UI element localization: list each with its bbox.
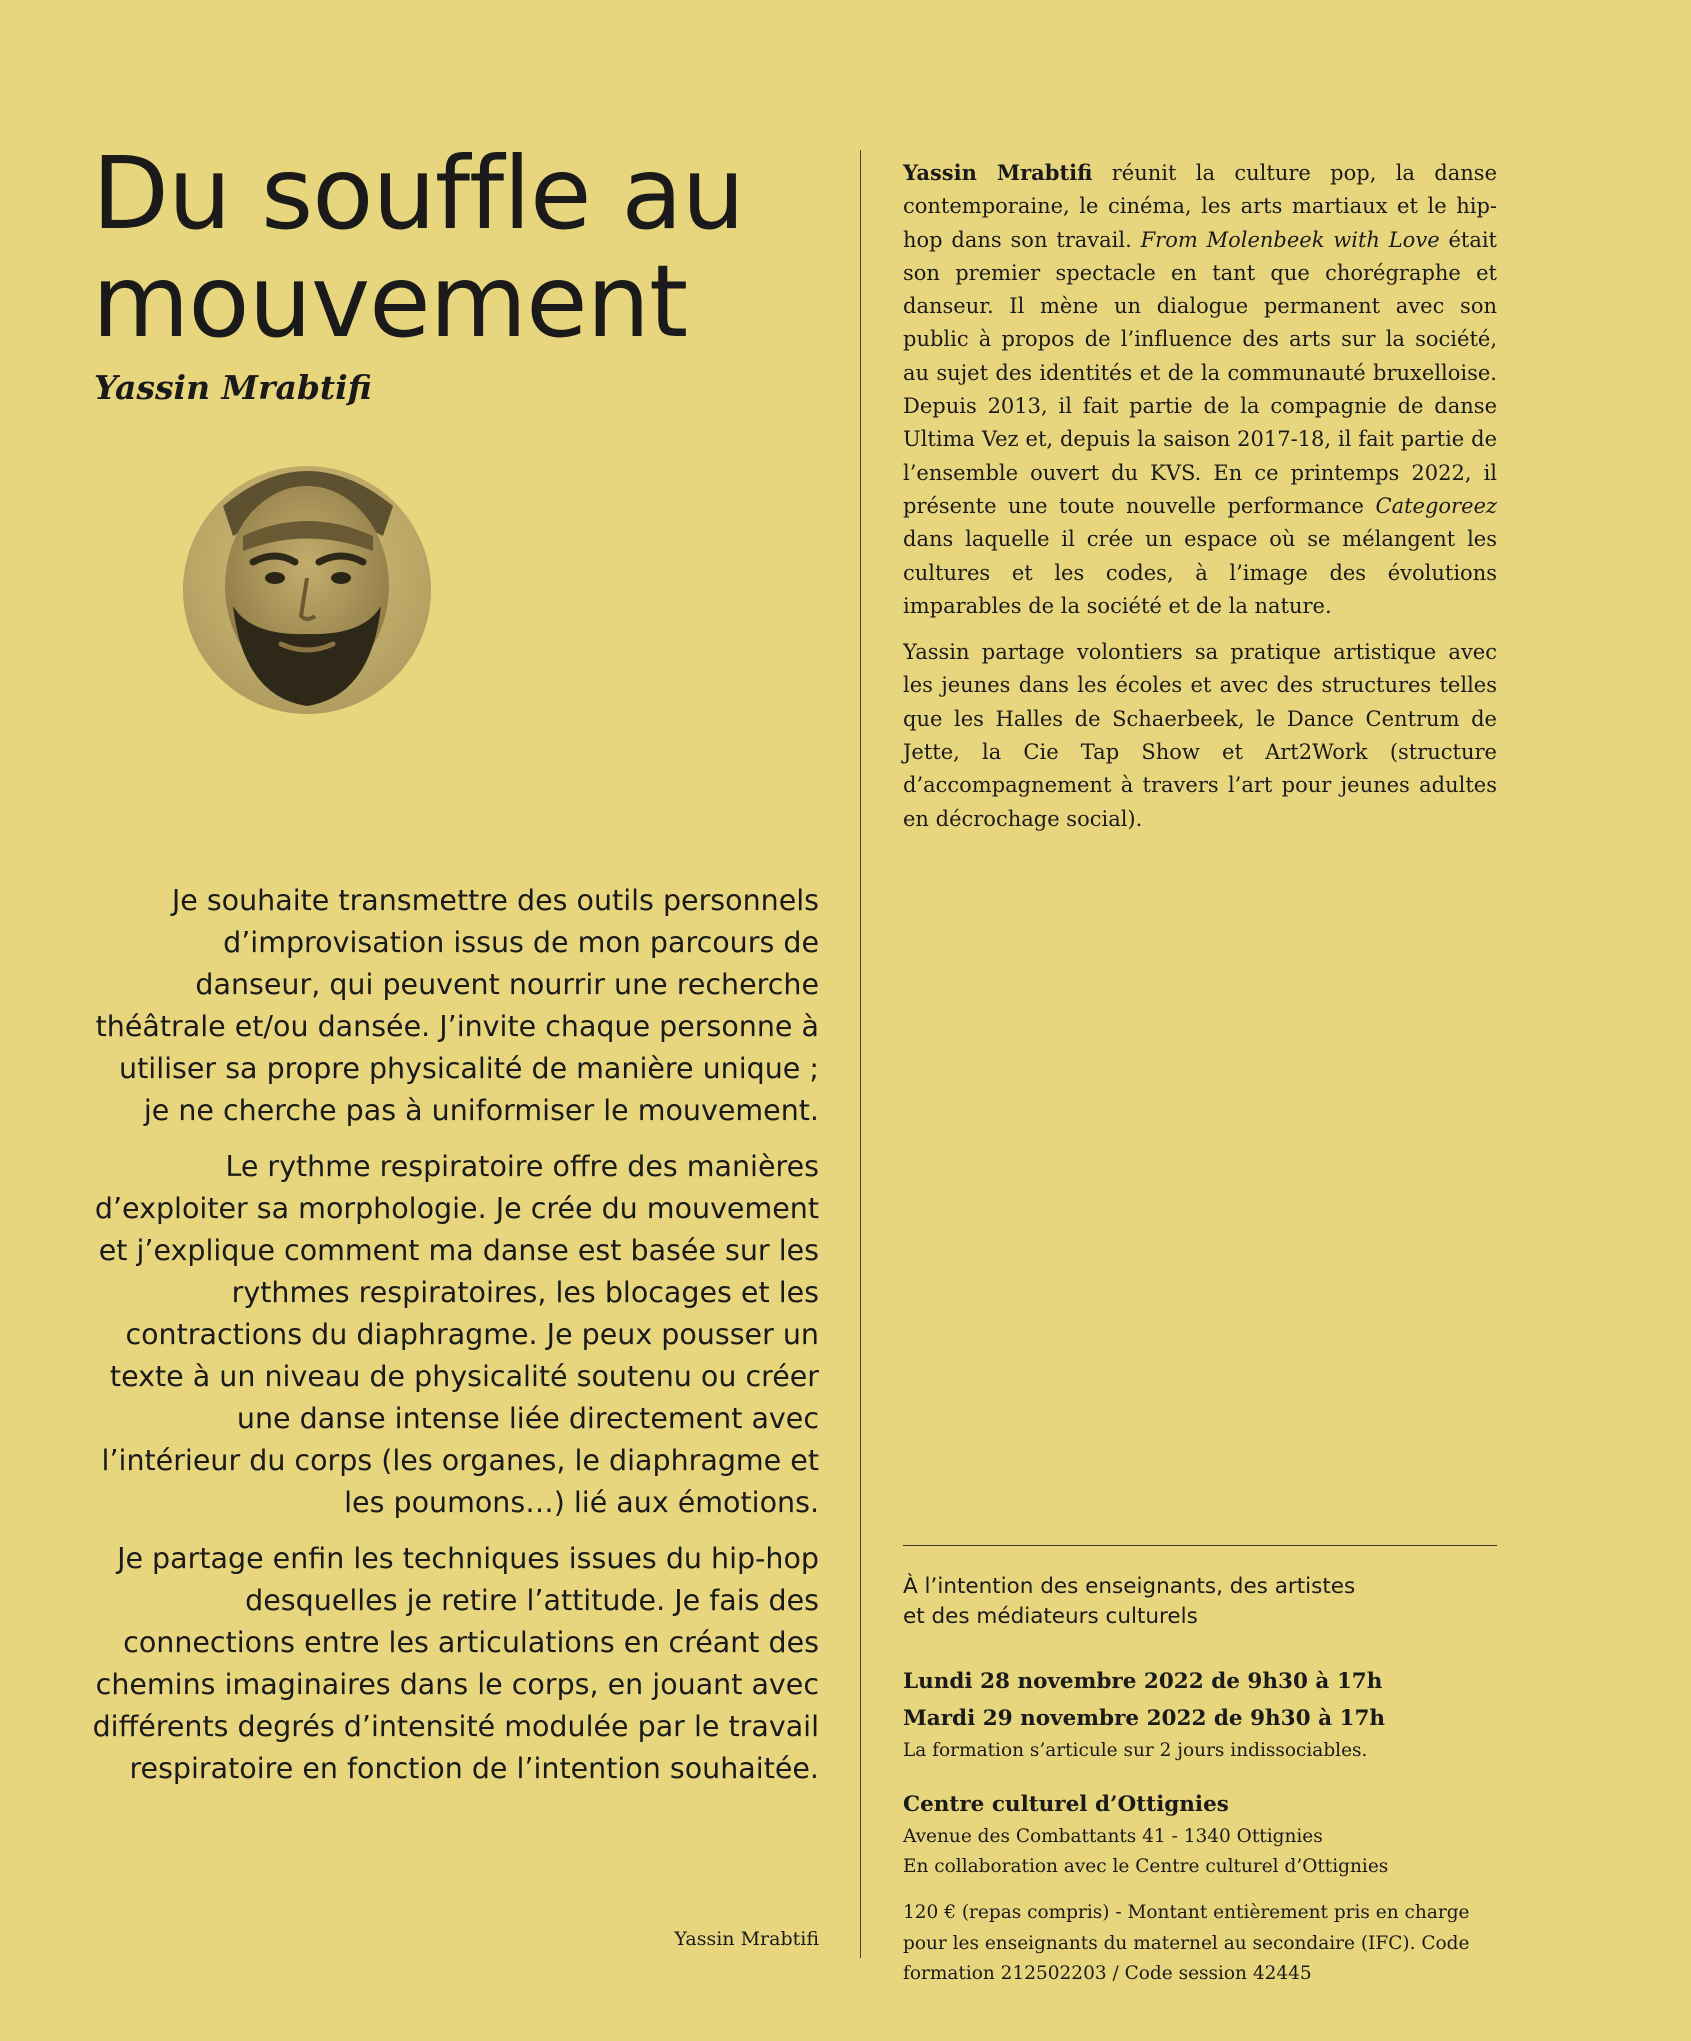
price-info: 120 € (repas compris) - Montant entièrement pris en charge pour les enseignants du maternel au secondaire (IFC). Code formation 212502203 / Code session 42445 [903, 1902, 1470, 1984]
author-portrait [183, 466, 431, 714]
venue-collaboration: En collaboration avec le Centre culturel d’Ottignies [903, 1856, 1389, 1877]
author-name: Yassin Mrabtifi [94, 368, 372, 407]
bio-paragraph [903, 156, 1497, 623]
session-dates [903, 1663, 1497, 1765]
page-title [92, 135, 812, 360]
portrait-illustration [183, 466, 431, 714]
session-date: Mardi 29 novembre 2022 de 9h30 à 17h [903, 1706, 1386, 1731]
column-divider [860, 150, 861, 1958]
bio-text: dans laquelle il crée un espace où se mélangent les cultures et les codes, à l’image des évolutions imparables de la société et de la nature. [903, 527, 1497, 618]
quote-paragraph: Je souhaite transmettre des outils personnels d’improvisation issus de mon parcours de danseur, qui peuvent nourrir une recherche théâtrale et/ou dansée. J’invite chaque personne à utiliser sa propre physicalité de manière unique ; je ne cherche pas à uniformiser le mouvement. [95, 884, 819, 1127]
bio-show-title: From Molenbeek with Love [1140, 227, 1440, 252]
biography [903, 156, 1497, 849]
venue-name: Centre culturel d’Ottignies [903, 1792, 1229, 1817]
bio-show-title: Categoreez [1375, 493, 1497, 518]
bio-name: Yassin Mrabtifi [903, 160, 1093, 185]
audience-line: et des médiateurs culturels [903, 1604, 1198, 1629]
quote-block [92, 880, 819, 1804]
quote-paragraph: Le rythme respiratoire offre des manières d’exploiter sa morphologie. Je crée du mouvement et j’explique comment ma danse est basée sur les rythmes respiratoires, les blocages et les contractions du diaphragme. Je peux pousser un texte à un niveau de physicalité soutenu ou créer une danse intense liée directement avec l’intérieur du corps (les organes, le diaphragme et les poumons…) lié aux émotions. [94, 1150, 819, 1519]
venue [903, 1788, 1497, 1882]
title-line-2: mouvement [92, 243, 688, 360]
venue-address: Avenue des Combattants 41 - 1340 Ottignies [903, 1826, 1323, 1847]
quote-paragraph: Je partage enfin les techniques issues du hip-hop desquelles je retire l’attitude. Je fais des connections entre les articulations en créant des chemins imaginaires dans le corps, en jouant avec différents degrés d’intensité modulée par le travail respiratoire en fonction de l’intention souhaitée. [92, 1542, 819, 1785]
bio-text: était son premier spectacle en tant que chorégraphe et danseur. Il mène un dialogue permanent avec son public à propos de l’influence des arts sur la société, au sujet des identités et de la communauté bruxelloise. Depuis 2013, il fait partie de la compagnie de danse Ultima Vez et, depuis la saison 2017-18, il fait partie de l’ensemble ouvert du KVS. En ce printemps 2022, il présente une toute nouvelle performance [903, 227, 1497, 518]
title-line-1: Du souffle au [92, 135, 744, 252]
target-audience [903, 1572, 1497, 1632]
info-divider [903, 1545, 1497, 1546]
bio-paragraph: Yassin partage volontiers sa pratique artistique avec les jeunes dans les écoles et avec des structures telles que les Halles de Schaerbeek, le Dance Centrum de Jette, la Cie Tap Show et Art2Work (structure d’accompagnement à travers l’art pour jeunes adultes en décrochage social). [903, 640, 1497, 831]
quote-signature: Yassin Mrabtifi [674, 1928, 819, 1950]
session-date: Lundi 28 novembre 2022 de 9h30 à 17h [903, 1669, 1383, 1694]
session-note: La formation s’articule sur 2 jours indissociables. [903, 1740, 1368, 1761]
audience-line: À l’intention des enseignants, des artistes [903, 1574, 1356, 1599]
bio-text: réunit la culture pop, la danse contemporaine, le cinéma, les arts martiaux et le hip-hop dans son travail. [903, 161, 1498, 252]
